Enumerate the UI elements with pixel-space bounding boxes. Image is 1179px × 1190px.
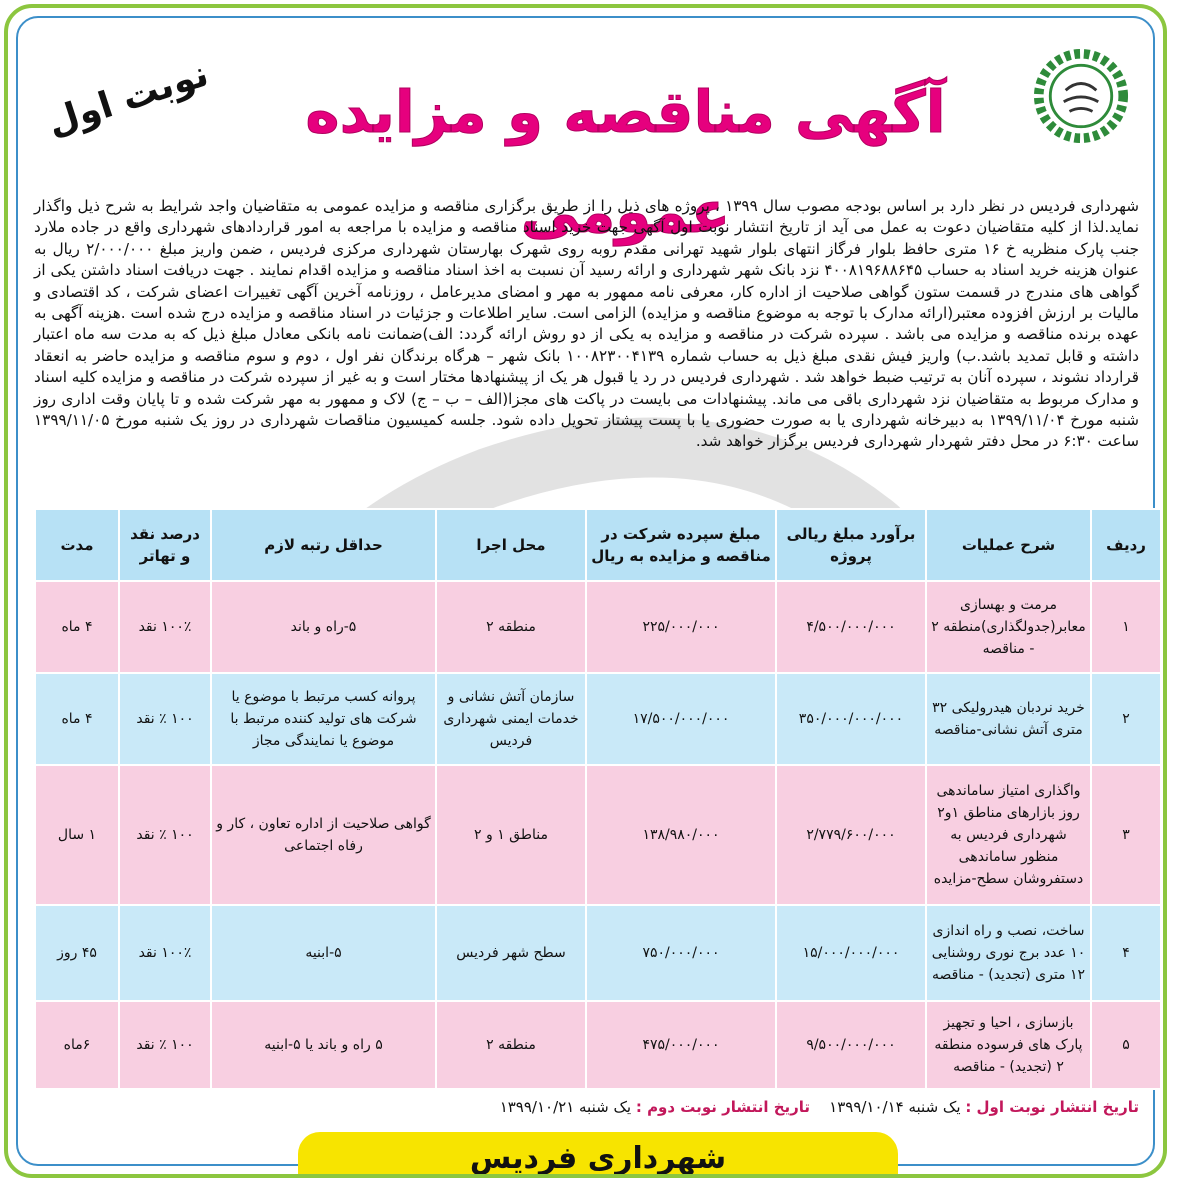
col-header-estimate: برآورد مبلغ ریالی پروژه [776,509,926,581]
organization-name: شهرداری فردیس [298,1132,898,1178]
cell-desc: مرمت و بهسازی معابر(جدولگذاری)منطقه ۲ - مناقصه [926,581,1091,673]
tender-table [34,508,1162,1090]
cell-payment: ۱۰۰٪ نقد [119,581,211,673]
second-date-value: یک شنبه ۱۳۹۹/۱۰/۲۱ [499,1098,632,1116]
cell-deposit: ۱۳۸/۹۸۰/۰۰۰ [586,765,776,905]
cell-duration: ۴۵ روز [35,905,119,1001]
table-row [35,905,1161,1001]
cell-deposit: ۱۷/۵۰۰/۰۰۰/۰۰۰ [586,673,776,765]
page-title: آگهی مناقصه و مزایده عمومی [305,78,946,246]
cell-estimate: ۴/۵۰۰/۰۰۰/۰۰۰ [776,581,926,673]
first-date-label: تاریخ انتشار نوبت اول : [965,1098,1139,1116]
cell-duration: ۱ سال [35,765,119,905]
cell-grade: ۵ راه و باند یا ۵-ابنیه [211,1001,436,1089]
cell-row: ۴ [1091,905,1161,1001]
municipality-emblem-icon [1033,48,1129,144]
second-date-label: تاریخ انتشار نوبت دوم : [635,1098,811,1116]
cell-payment: ۱۰۰ ٪ نقد [119,765,211,905]
col-header-row: ردیف [1091,509,1161,581]
cell-location: مناطق ۱ و ۲ [436,765,586,905]
table-row [35,765,1161,905]
cell-desc: ساخت، نصب و راه اندازی ۱۰ عدد برج نوری روشنایی ۱۲ متری (تجدید) - مناقصه [926,905,1091,1001]
cell-duration: ۶ماه [35,1001,119,1089]
table-header-row [35,509,1161,581]
intro-paragraph: شهرداری فردیس در نظر دارد بر اساس بودجه مصوب سال ۱۳۹۹ ، پروژه های ذیل را از طریق برگزاری مناقصه و مزایده عمومی به متقاضیان واجد شرایط به شرح ذیل واگذار نماید.لذا از کلیه متقاضیان دعوت به عمل می آید از تاریخ انتشار نوبت اول آگهی جهت خرید اسناد مناقصه و مزایده با مراجعه به امور قراردادهای شهرداری واقع در جاده ملارد جنب پارک منظریه خ ۱۶ متری حافظ بلوار فرگاز انتهای بلوار شهید تهرانی مقدم روبه روی شهرک بهارستان شهرداری مرکزی فردیس ، ضمن واریز مبلغ ۲/۰۰۰/۰۰۰ ریال به عنوان هزینه خرید اسناد به حساب ۴۰۰۸۱۹۶۸۸۶۴۵ نزد بانک شهر شهرداری و ارائه رسید آن نسبت به اخذ اسناد مناقصه و مزایده اقدام نمایند . جهت دریافت اسناد داشتن یکی از گواهی های مندرج در قسمت ستون گواهی صلاحیت از اداره کار، معرفی نامه ممهور به مهر و امضای مدیرعامل ، روزنامه آخرین آگهی تغییرات اعضای شرکت ، کد اقتصادی و مالیات بر ارزش افزوده معتبر(ارائه مدارک با توجه به موضوع مناقصه و مزایده) الزامی است. سایر اطلاعات و جزئیات در اسناد مناقصه و مزایده درج شده است .هزینه آگهی به عهده برنده مناقصه و مزایده می باشد . سپرده شرکت در مناقصه و مزایده به یکی از دو روش ارائه گردد: الف)ضمانت نامه بانکی معادل مبلغ ذیل که به مدت سه ماه اعتبار داشته و قابل تمدید باشد.ب) واریز فیش نقدی مبلغ ذیل به حساب شماره ۱۰۰۸۲۳۰۰۴۱۳۹ بانک شهر – هرگاه برندگان نفر اول ، دوم و سوم مناقصه و مزایده حاضر به انعقاد قرارداد نشوند ، سپرده آنان به ترتیب ضبط خواهد شد . شهرداری فردیس در رد یا قبول هر یک از پیشنهادها مختار است و به غیر از سپرده شرکت در مناقصه و مزایده کلیه اسناد و مدارک مربوط به متقاضیان نزد شهرداری باقی می ماند. پیشنهادات می بایست در پاکت های مجزا(الف – ب – ج) لاک و ممهور به مهر شرکت شده و تا پایان وقت اداری روز شنبه مورخ ۱۳۹۹/۱۱/۰۴ به دبیرخانه شهرداری یا به صورت حضوری یا با پست پیشتاز تحویل داده شود. جلسه کمیسیون مناقصات شهرداری در روز یک شنبه مورخ ۱۳۹۹/۱۱/۰۵ ساعت ۶:۳۰ در محل دفتر شهردار شهرداری فردیس برگزار خواهد شد. [34,197,1140,451]
cell-estimate: ۹/۵۰۰/۰۰۰/۰۰۰ [776,1001,926,1089]
cell-location: منطقه ۲ [436,1001,586,1089]
col-header-location: محل اجرا [436,509,586,581]
cell-estimate: ۲/۷۷۹/۶۰۰/۰۰۰ [776,765,926,905]
cell-row: ۳ [1091,765,1161,905]
col-header-desc: شرح عملیات [926,509,1091,581]
publication-dates [34,1098,1139,1116]
cell-estimate: ۱۵/۰۰۰/۰۰۰/۰۰۰ [776,905,926,1001]
table-row [35,1001,1161,1089]
table-row [35,673,1161,765]
cell-row: ۲ [1091,673,1161,765]
cell-duration: ۴ ماه [35,581,119,673]
cell-desc: بازسازی ، احیا و تجهیز پارک های فرسوده منطقه ۲ (تجدید) - مناقصه [926,1001,1091,1089]
cell-desc: واگذاری امتیاز ساماندهی روز بازارهای مناطق ۱و۲ شهرداری فردیس به منظور ساماندهی دستفروشان سطح-مزایده [926,765,1091,905]
cell-payment: ۱۰۰ ٪ نقد [119,673,211,765]
cell-grade: پروانه کسب مرتبط با موضوع یا شرکت های تولید کننده مرتبط با موضوع یا نمایندگی مجاز [211,673,436,765]
cell-deposit: ۴۷۵/۰۰۰/۰۰۰ [586,1001,776,1089]
cell-grade: گواهی صلاحیت از اداره تعاون ، کار و رفاه اجتماعی [211,765,436,905]
cell-desc: خرید نردبان هیدرولیکی ۳۲ متری آتش نشانی-مناقصه [926,673,1091,765]
cell-estimate: ۳۵۰/۰۰۰/۰۰۰/۰۰۰ [776,673,926,765]
cell-grade: ۵-راه و باند [211,581,436,673]
cell-payment: ۱۰۰ ٪ نقد [119,1001,211,1089]
col-header-duration: مدت [35,509,119,581]
cell-location: سطح شهر فردیس [436,905,586,1001]
cell-deposit: ۲۲۵/۰۰۰/۰۰۰ [586,581,776,673]
cell-payment: ۱۰۰٪ نقد [119,905,211,1001]
cell-location: سازمان آتش نشانی و خدمات ایمنی شهرداری فردیس [436,673,586,765]
cell-row: ۱ [1091,581,1161,673]
cell-deposit: ۷۵۰/۰۰۰/۰۰۰ [586,905,776,1001]
col-header-payment: درصد نقد و تهاتر [119,509,211,581]
table-row [35,581,1161,673]
col-header-grade: حداقل رتبه لازم [211,509,436,581]
notice-frame [4,4,1167,1178]
col-header-deposit: مبلغ سپرده شرکت در مناقصه و مزایده به ریال [586,509,776,581]
cell-location: منطقه ۲ [436,581,586,673]
cell-duration: ۴ ماه [35,673,119,765]
round-stamp: نوبت اول [42,53,214,144]
cell-grade: ۵-ابنیه [211,905,436,1001]
cell-row: ۵ [1091,1001,1161,1089]
first-date-value: یک شنبه ۱۳۹۹/۱۰/۱۴ [829,1098,961,1116]
